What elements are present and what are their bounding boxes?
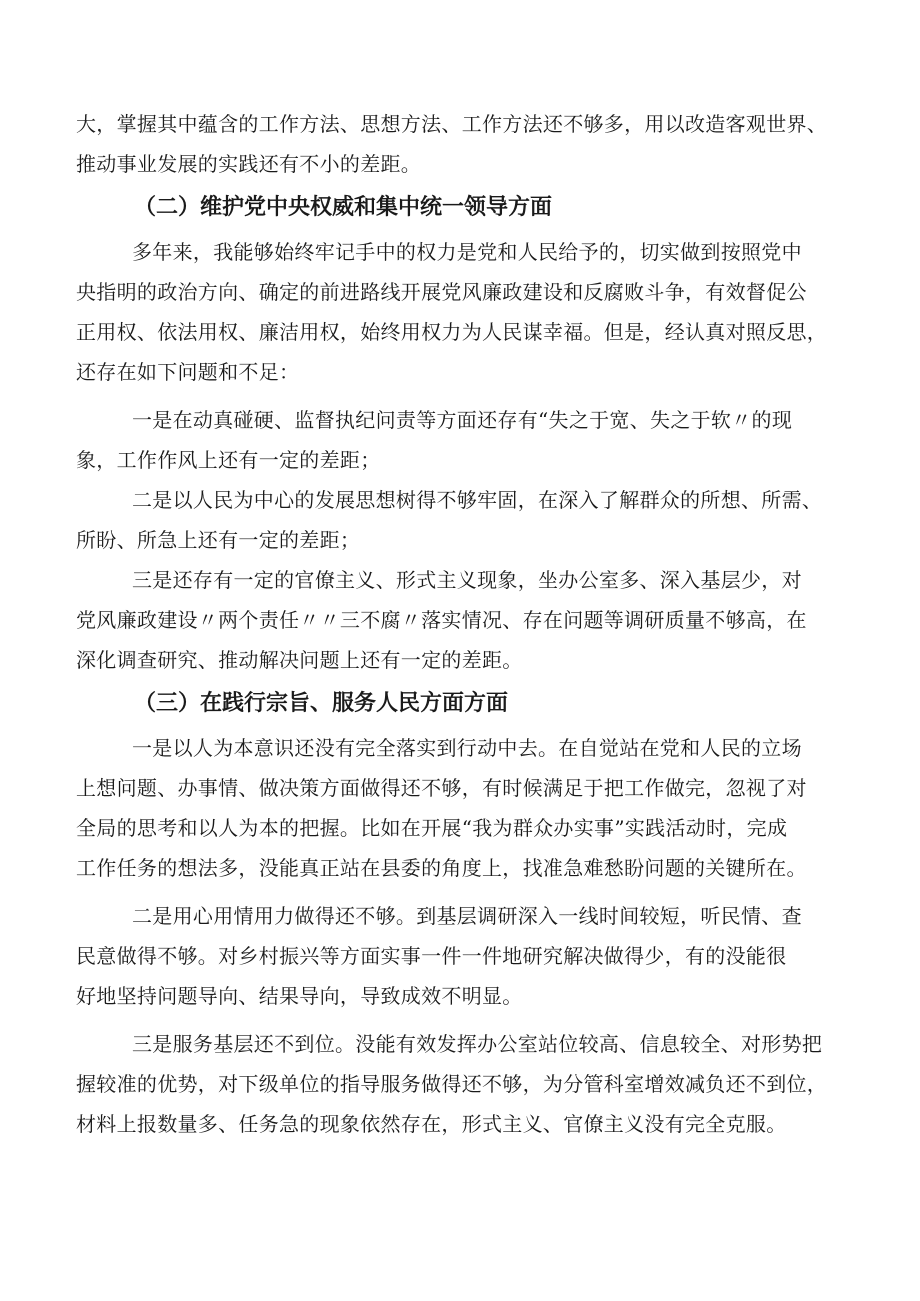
paragraph-service-3 (76, 1024, 860, 1144)
text-line: 党风廉政建设〃两个责任〃〃三不腐〃落实情况、存在问题等调研质量不够高，在 (76, 608, 807, 632)
paragraph-point-1 (76, 400, 860, 480)
text-line: 材料上报数量多、任务急的现象依然存在，形式主义、官僚主义没有完全克服。 (76, 1112, 787, 1136)
section-heading-2: （二）维护党中央权威和集中统一领导方面 (134, 195, 553, 220)
paragraph-service-1 (76, 728, 860, 888)
text-line: 深化调查研究、推动解决问题上还有一定的差距。 (76, 648, 523, 672)
paragraph-continued (76, 104, 860, 184)
paragraph-service-2 (76, 896, 860, 1016)
text-line: 民意做得不够。对乡村振兴等方面实事一件一件地研究解决做得少，有的没能很 (76, 944, 787, 968)
text-line: 三是还存有一定的官僚主义、形式主义现象，坐办公室多、深入基层少，对 (132, 568, 802, 592)
text-line: 大，掌握其中蕴含的工作方法、思想方法、工作方法还不够多，用以改造客观世界、 (76, 112, 828, 136)
text-line: 象，工作作风上还有一定的差距； (76, 448, 381, 472)
text-line: 还存在如下问题和不足： (76, 360, 300, 384)
text-line: 握较准的优势，对下级单位的指导服务做得还不够，为分管科室增效减负还不到位， (76, 1072, 828, 1096)
section-heading-3: （三）在践行宗旨、服务人民方面方面 (134, 691, 509, 716)
text-line: 工作任务的想法多，没能真正站在县委的角度上，找准急难愁盼问题的关键所在。 (76, 856, 807, 880)
text-line: 二是以人民为中心的发展思想树得不够牢固，在深入了解群众的所想、所需、 (132, 488, 823, 512)
text-line: 正用权、依法用权、廉洁用权，始终用权力为人民谋幸福。但是，经认真对照反思， (76, 320, 828, 344)
text-line: 一是以人为本意识还没有完全落实到行动中去。在自觉站在党和人民的立场 (132, 736, 802, 760)
text-line: 多年来，我能够始终牢记手中的权力是党和人民给予的，切实做到按照党中 (132, 240, 802, 264)
text-line: 央指明的政治方向、确定的前进路线开展党风廉政建设和反腐败斗争，有效督促公 (76, 280, 807, 304)
paragraph-point-2 (76, 480, 860, 560)
paragraph-intro (76, 232, 860, 392)
text-line: 所盼、所急上还有一定的差距； (76, 528, 361, 552)
text-line: 好地坚持问题导向、结果导向，导致成效不明显。 (76, 984, 523, 1008)
text-line: 三是服务基层还不到位。没能有效发挥办公室站位较高、信息较全、对形势把 (132, 1032, 823, 1056)
text-line: 上想问题、办事情、做决策方面做得还不够，有时候满足于把工作做完，忽视了对 (76, 776, 807, 800)
text-line: 推动事业发展的实践还有不小的差距。 (76, 152, 422, 176)
paragraph-point-3 (76, 560, 860, 680)
text-line: 一是在动真碰硬、监督执纪问责等方面还存有“失之于宽、失之于软〃的现 (132, 408, 793, 432)
text-line: 二是用心用情用力做得还不够。到基层调研深入一线时间较短，听民情、查 (132, 904, 802, 928)
text-line: 全局的思考和以人为本的把握。比如在开展“我为群众办实事”实践活动时，完成 (76, 816, 788, 840)
document-page (76, 104, 860, 1144)
